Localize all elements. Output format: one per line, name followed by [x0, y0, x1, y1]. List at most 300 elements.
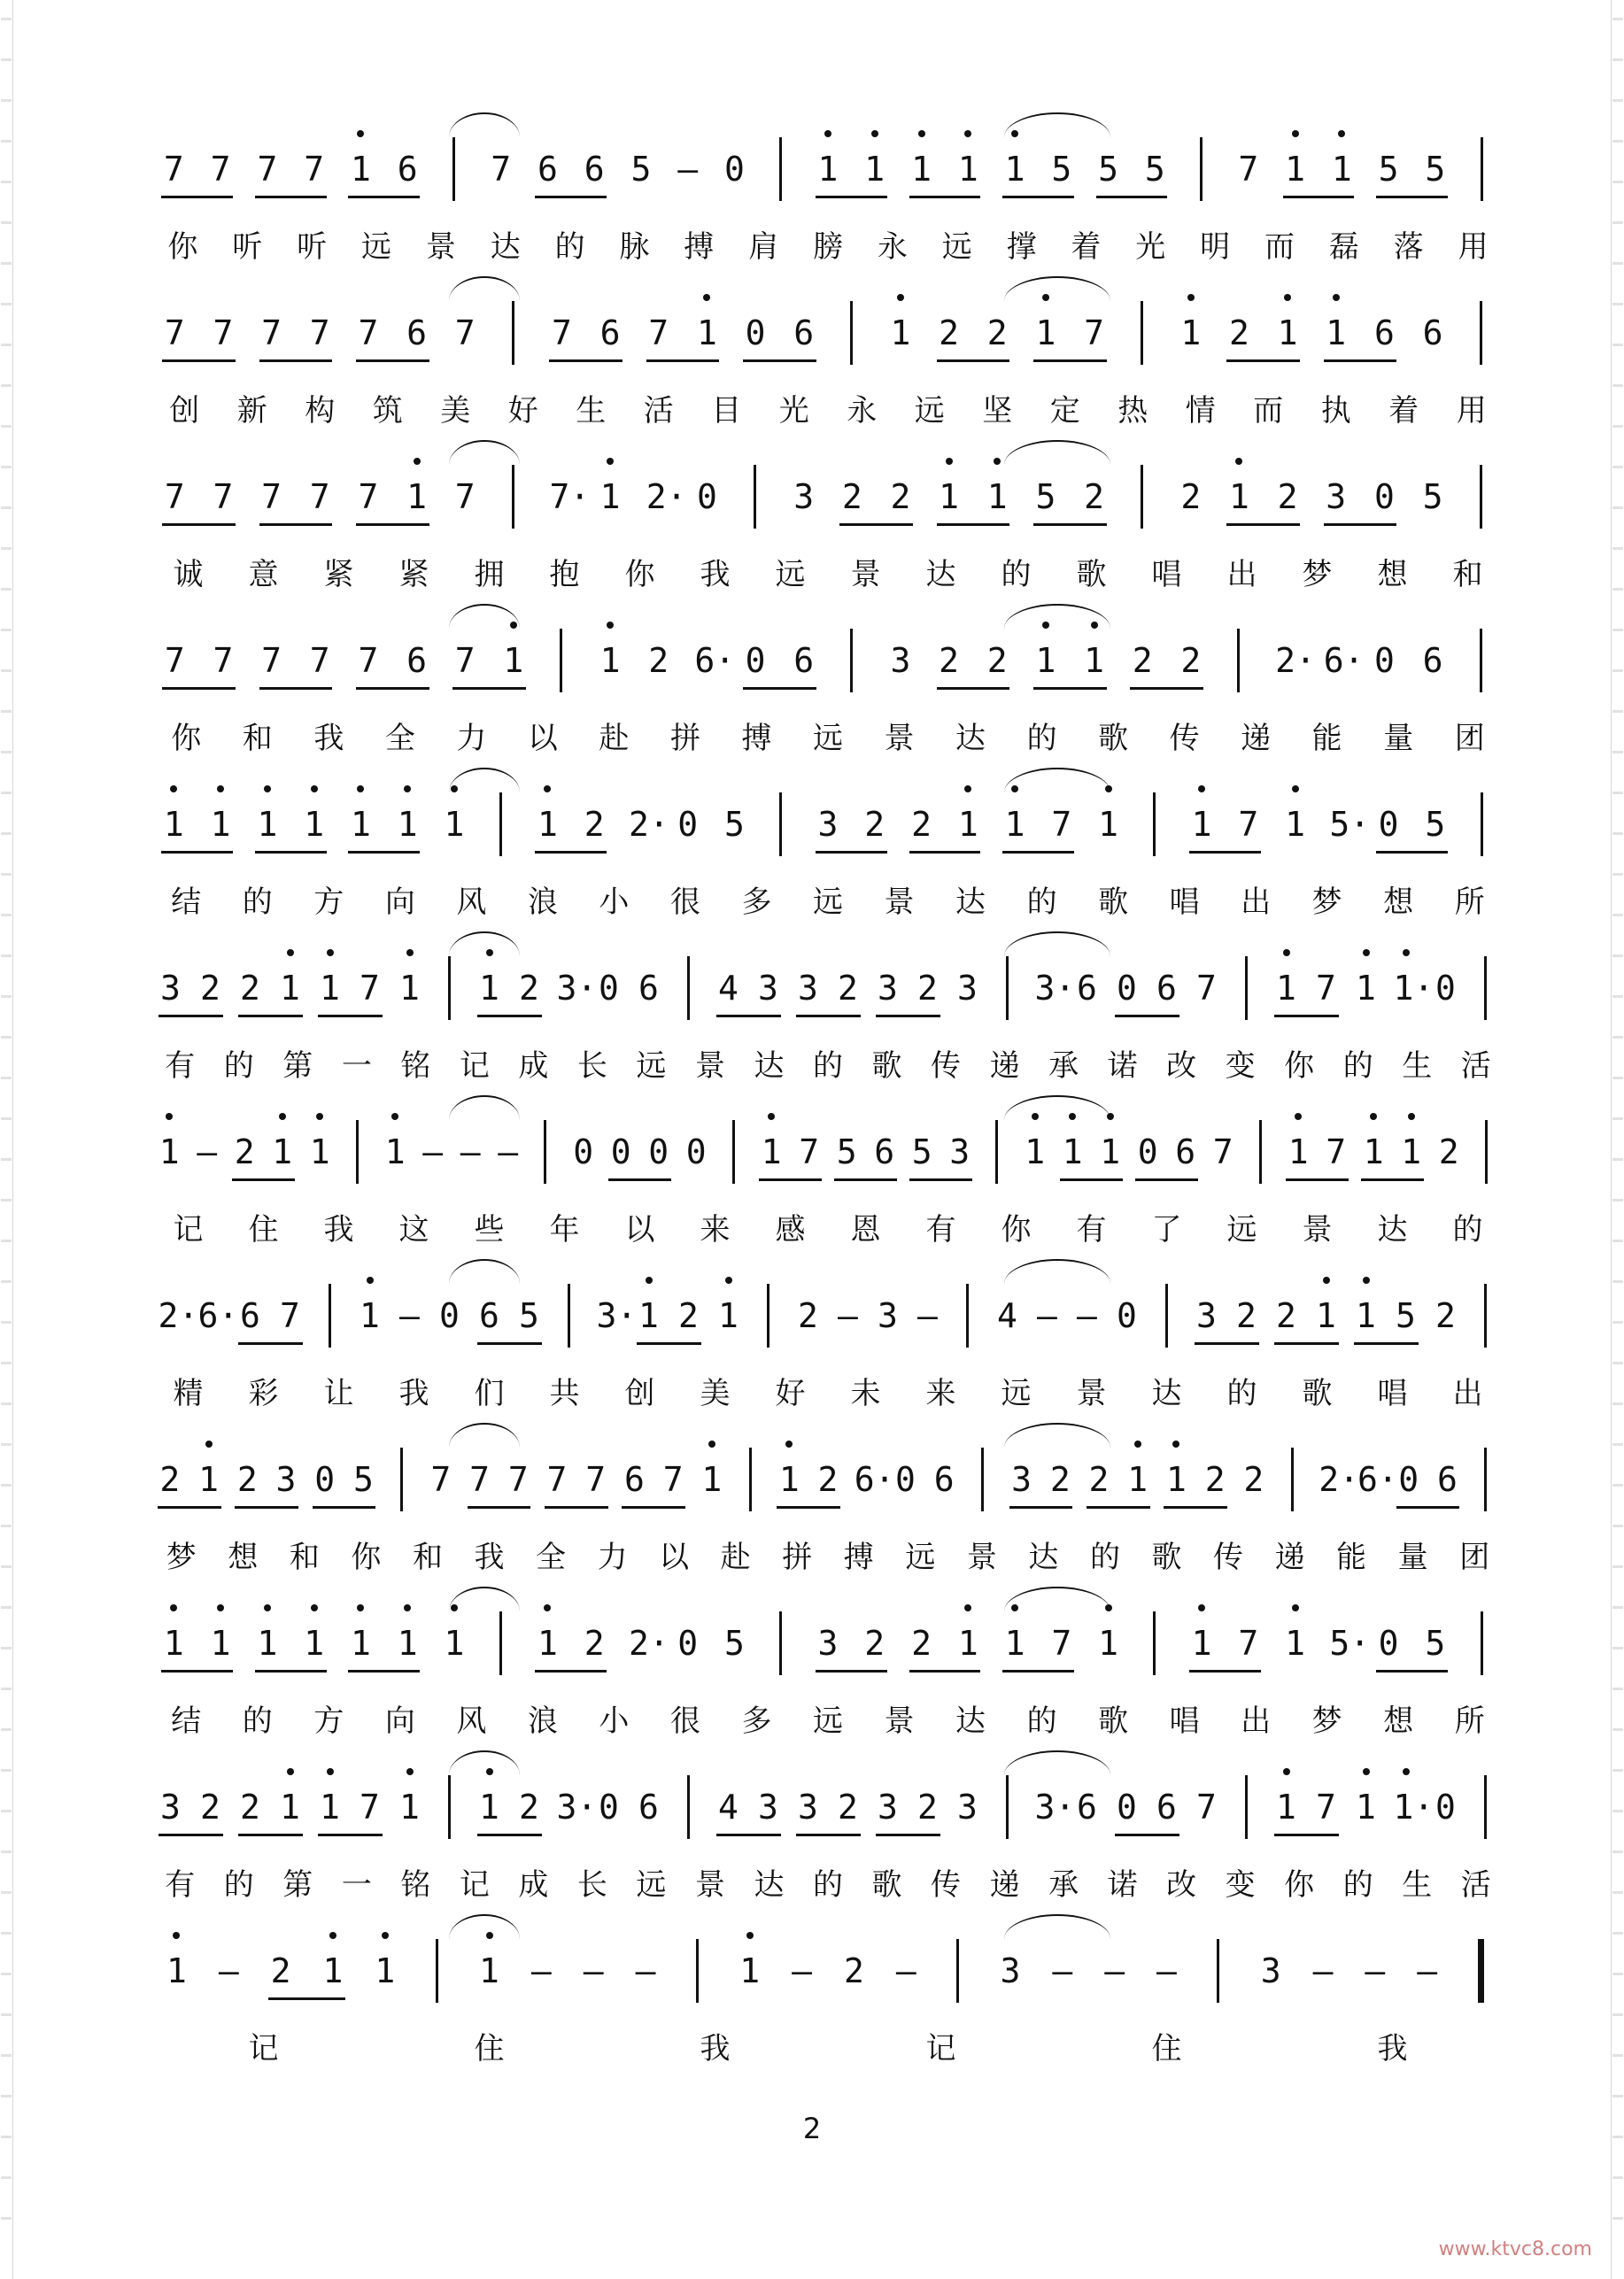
note: 7: [507, 1460, 529, 1499]
note: 0: [1373, 477, 1395, 516]
lyric-syllable: 远: [1001, 1376, 1032, 1411]
lyric-syllable: 听: [232, 229, 263, 265]
barline: [1153, 792, 1156, 856]
side-strip-mark: [1612, 669, 1623, 672]
note: 1: [1098, 805, 1118, 844]
note: 7: [261, 641, 282, 680]
barline: [499, 1611, 502, 1675]
side-strip-mark: [1612, 1728, 1623, 1731]
side-strip-mark: [1612, 954, 1623, 957]
barline: [1480, 301, 1482, 365]
note: 1: [599, 641, 621, 680]
lyric-syllable: 的: [813, 1048, 843, 1084]
octave-dot-above: [170, 785, 177, 792]
lyric-syllable: 结: [171, 885, 202, 920]
note: 1: [166, 1951, 187, 1990]
octave-dot-above: [1198, 785, 1205, 792]
beam-underline: [839, 523, 913, 526]
music-system: [151, 1257, 1505, 1421]
lyric-syllable: 诚: [173, 557, 204, 592]
note: 6: [933, 1460, 955, 1499]
lyric-syllable: 远: [914, 393, 945, 429]
lyric-syllable: 景: [1076, 1376, 1107, 1411]
beam-underline: [637, 1342, 701, 1345]
lyric-syllable: 赴: [599, 721, 630, 756]
note: 2: [817, 1460, 839, 1499]
lyric-syllable: 定: [1049, 393, 1080, 429]
note: 3: [1000, 1951, 1021, 1990]
note: 2: [864, 1624, 885, 1663]
note: 1: [1288, 1132, 1309, 1171]
octave-dot-above: [946, 458, 953, 465]
side-strip-mark: [1, 954, 12, 957]
note: 5: [1425, 805, 1446, 844]
lyric-syllable: 和: [1452, 557, 1483, 592]
note: 1: [1276, 1788, 1296, 1827]
note: 7: [799, 1132, 820, 1171]
note: 3·: [1034, 1788, 1076, 1827]
note: 6: [1156, 969, 1177, 1008]
side-strip-mark: [1612, 1362, 1623, 1364]
beam-underline: [259, 359, 333, 362]
octave-dot-above: [287, 949, 294, 956]
lyric-syllable: 活: [1460, 1867, 1491, 1903]
note: –: [498, 1132, 519, 1171]
lyric-syllable: 执: [1320, 393, 1351, 429]
side-strip-mark: [1, 221, 12, 224]
lyric-syllable: 紧: [398, 557, 429, 592]
note: 7: [585, 1460, 607, 1499]
side-strip-mark: [1612, 384, 1623, 387]
octave-dot-above: [964, 130, 971, 137]
lyric-syllable: 景: [425, 229, 456, 265]
note: 6: [584, 150, 605, 189]
lyric-syllable: 和: [289, 1540, 320, 1575]
barline: [696, 1939, 699, 2003]
note: 7·: [549, 477, 591, 516]
beam-underline: [238, 1342, 303, 1345]
note: 1: [210, 1624, 231, 1663]
note: 1: [1276, 969, 1296, 1008]
music-system: [151, 1421, 1505, 1585]
beam-underline: [348, 196, 420, 198]
beam-underline: [876, 1015, 940, 1017]
lyric-syllable: 用: [1456, 393, 1487, 429]
note: 1: [1356, 1296, 1376, 1335]
beam-underline: [834, 1178, 897, 1181]
note: 1: [322, 1951, 344, 1990]
note: –: [1037, 1296, 1057, 1335]
lyric-syllable: 和: [412, 1540, 443, 1575]
side-strip-mark: [1612, 506, 1623, 509]
barline: [1485, 1120, 1488, 1184]
beam-underline: [232, 1178, 295, 1181]
beam-underline: [356, 523, 429, 526]
side-strip-mark: [1612, 1117, 1623, 1120]
note: 0: [1373, 641, 1395, 680]
note: 2: [1132, 641, 1153, 680]
side-strip-mark: [1612, 1932, 1623, 1935]
octave-dot-above: [607, 622, 614, 629]
side-strip-mark: [1, 1728, 12, 1731]
note: 5: [1425, 1624, 1446, 1663]
lyric-syllable: 的: [1342, 1048, 1373, 1084]
beam-underline: [876, 1834, 940, 1836]
note: 7: [1316, 1788, 1336, 1827]
lyric-syllable: 创: [169, 393, 200, 429]
octave-dot-above: [768, 1113, 775, 1120]
lyric-syllable: 传: [1169, 721, 1200, 756]
lyric-syllable: 景: [1302, 1212, 1333, 1248]
lyric-syllable: 歌: [1098, 721, 1129, 756]
note: 7: [430, 1460, 452, 1499]
note: 0: [724, 150, 745, 189]
lyric-syllable: 的: [223, 1048, 254, 1084]
note: 7: [360, 1788, 380, 1827]
octave-dot-above: [1283, 949, 1290, 956]
note: 2: [917, 1788, 938, 1827]
note: 3: [878, 1296, 898, 1335]
note: 3: [275, 1460, 297, 1499]
note: 5: [1378, 150, 1399, 189]
beam-underline: [759, 1178, 822, 1181]
lyric-syllable: 的: [223, 1867, 254, 1903]
lyric-syllable: 筑: [372, 393, 403, 429]
lyric-syllable: 有: [1076, 1212, 1107, 1248]
lyric-syllable: 结: [171, 1703, 202, 1739]
octave-dot-above: [897, 294, 904, 301]
lyric-syllable: 向: [384, 1703, 415, 1739]
lyric-syllable: 记: [925, 2031, 956, 2067]
barline: [1291, 1448, 1294, 1511]
barline: [1165, 1284, 1168, 1348]
side-strip-mark: [1, 588, 12, 591]
lyric-syllable: 唱: [1169, 885, 1200, 920]
slur: [449, 1587, 520, 1611]
lyric-syllable: 景: [884, 1703, 915, 1739]
note: 1: [638, 1296, 659, 1335]
lyric-syllable: 达: [955, 721, 986, 756]
note: 1: [1285, 805, 1306, 844]
note: 1: [198, 1460, 219, 1499]
lyric-syllable: 方: [313, 885, 344, 920]
note: 5: [724, 1624, 745, 1663]
lyric-syllable: 的: [1026, 885, 1057, 920]
lyric-syllable: 向: [384, 885, 415, 920]
note: 5: [911, 1132, 932, 1171]
slur: [449, 931, 520, 956]
note: 0: [648, 1132, 669, 1171]
note: 6: [406, 313, 427, 352]
note: 6: [638, 1788, 659, 1827]
note: –: [1365, 1951, 1386, 1990]
note: 3: [1326, 477, 1347, 516]
side-strip-mark: [1, 2054, 12, 2057]
note: 1: [864, 150, 885, 189]
lyric-syllable: 情: [1185, 393, 1216, 429]
note: 1: [257, 1624, 278, 1663]
lyric-syllable: 膀: [813, 229, 843, 265]
note: 6: [793, 313, 815, 352]
lyric-syllable: 赴: [720, 1540, 751, 1575]
note: 7: [358, 313, 379, 352]
beam-underline: [1376, 1670, 1448, 1673]
lyric-syllable: 改: [1166, 1867, 1197, 1903]
side-strip-mark: [1, 1850, 12, 1853]
note: –: [1104, 1951, 1125, 1990]
side-strip-mark: [1612, 181, 1623, 183]
note: 6·: [694, 641, 736, 680]
lyric-syllable: 你: [1284, 1867, 1315, 1903]
lyric-syllable: 达: [1028, 1540, 1059, 1575]
side-strip-mark: [1, 1769, 12, 1772]
lyric-syllable: 目: [711, 393, 742, 429]
note: 7: [1238, 150, 1259, 189]
beam-underline: [162, 359, 236, 362]
note: 1: [360, 1296, 380, 1335]
side-strip-mark: [1612, 873, 1623, 876]
side-strip-mark: [1, 99, 12, 102]
side-strip-mark: [1, 1525, 12, 1527]
note: 5: [630, 150, 652, 189]
lyric-syllable: 成: [518, 1048, 549, 1084]
side-strip-mark: [1, 2176, 12, 2179]
lyric-syllable: 我: [474, 1540, 505, 1575]
side-strip-mark: [1612, 221, 1623, 224]
note: 3: [160, 1788, 181, 1827]
note: 2: [270, 1951, 291, 1990]
barline: [732, 1120, 735, 1184]
lyric-syllable: 搏: [843, 1540, 874, 1575]
note: 1: [957, 150, 978, 189]
lyric-syllable: 构: [305, 393, 336, 429]
barline: [749, 1448, 752, 1511]
lyric-syllable: 所: [1454, 885, 1485, 920]
side-strip-mark: [1612, 1688, 1623, 1690]
note: 1: [159, 1132, 180, 1171]
lyric-syllable: 景: [694, 1867, 725, 1903]
beam-underline: [1274, 1342, 1339, 1345]
note: 1: [444, 1624, 465, 1663]
note: 3: [817, 805, 839, 844]
side-strip-mark: [1612, 1402, 1623, 1405]
lyric-syllable: 歌: [871, 1867, 902, 1903]
lyric-syllable: 着: [1388, 393, 1419, 429]
beam-underline: [549, 359, 623, 362]
note: 1: [280, 969, 300, 1008]
lyric-syllable: 量: [1383, 721, 1414, 756]
octave-dot-above: [964, 1604, 971, 1611]
lyric-syllable: 美: [700, 1376, 731, 1411]
barline: [544, 1120, 546, 1184]
note: 2: [864, 805, 885, 844]
lyric-syllable: 想: [1383, 1703, 1414, 1739]
lyric-syllable: 感: [775, 1212, 806, 1248]
lyric-syllable: 住: [474, 2031, 505, 2067]
lyric-syllable: 光: [1135, 229, 1166, 265]
side-strip-mark: [1612, 1199, 1623, 1201]
octave-dot-above: [703, 294, 710, 301]
lyric-syllable: 递: [1274, 1540, 1305, 1575]
side-strip-mark: [1612, 588, 1623, 591]
side-strip-mark: [1612, 2013, 1623, 2016]
lyric-syllable: 达: [955, 1703, 986, 1739]
slur: [449, 1914, 520, 1939]
octave-dot-above: [646, 1277, 653, 1284]
note: 7: [454, 313, 476, 352]
note: 2: [240, 969, 260, 1008]
note: 2: [843, 1951, 864, 1990]
note: 7: [163, 150, 184, 189]
lyric-syllable: 我: [700, 2031, 731, 2067]
notation-line: [151, 274, 1505, 381]
lyric-syllable: 精: [173, 1376, 204, 1411]
beam-underline: [1396, 1506, 1460, 1509]
side-strip-mark: [1612, 1810, 1623, 1812]
note: 2: [1204, 1460, 1226, 1499]
barline: [687, 956, 690, 1020]
lyric-syllable: 传: [931, 1048, 962, 1084]
octave-dot-above: [217, 1604, 224, 1611]
beam-underline: [268, 1997, 345, 2000]
barline: [436, 1939, 438, 2003]
note: 7: [213, 477, 234, 516]
octave-dot-above: [1187, 294, 1195, 301]
note: 1: [210, 805, 231, 844]
note: 1: [309, 1132, 330, 1171]
note: –: [792, 1951, 812, 1990]
barline: [850, 301, 853, 365]
lyric-syllable: 搏: [684, 229, 715, 265]
octave-dot-above: [1363, 1768, 1370, 1775]
slur: [1004, 112, 1110, 137]
note: 2·: [158, 1296, 199, 1335]
octave-dot-above: [1363, 1277, 1370, 1284]
note: 2: [939, 641, 960, 680]
note: 3: [957, 1788, 978, 1827]
lyric-syllable: 而: [1264, 229, 1295, 265]
side-strip-mark: [1, 140, 12, 143]
side-strip-mark: [1, 710, 12, 713]
barline: [956, 1939, 959, 2003]
beam-underline: [1087, 1506, 1150, 1509]
note: 7: [1196, 1788, 1217, 1827]
barline: [779, 792, 782, 856]
note: 7: [257, 150, 278, 189]
note: 0: [1398, 1460, 1419, 1499]
note: 3: [160, 969, 181, 1008]
lyric-syllable: 团: [1454, 721, 1485, 756]
beam-underline: [937, 523, 1010, 526]
barline: [1217, 1939, 1219, 2003]
note: 5: [1422, 477, 1443, 516]
lyric-syllable: 你: [1284, 1048, 1315, 1084]
slur: [1004, 1423, 1110, 1448]
octave-dot-above: [217, 785, 224, 792]
note: 1: [1025, 1132, 1046, 1171]
note: 2: [1049, 1460, 1071, 1499]
beam-underline: [1033, 359, 1107, 362]
note: 2: [234, 1132, 255, 1171]
octave-dot-above: [544, 785, 551, 792]
note: 3: [798, 969, 818, 1008]
note: –: [1417, 1951, 1438, 1990]
note: 5: [352, 1460, 374, 1499]
note: 7: [164, 477, 185, 516]
beam-underline: [1226, 523, 1300, 526]
lyric-syllable: 诺: [1107, 1867, 1138, 1903]
note: 0: [1117, 969, 1137, 1008]
lyric-syllable: 远: [813, 1703, 843, 1739]
lyric-syllable: 一: [341, 1048, 372, 1084]
note: 3: [878, 969, 898, 1008]
octave-dot-above: [357, 1604, 364, 1611]
lyric-syllable: 能: [1336, 1540, 1367, 1575]
note: 7: [648, 313, 669, 352]
note: 0: [1435, 1788, 1456, 1827]
octave-dot-above: [357, 785, 364, 792]
lyric-syllable: 小: [599, 1703, 630, 1739]
lyric-syllable: 这: [398, 1212, 429, 1248]
barline: [329, 1284, 331, 1348]
lyric-syllable: 以: [624, 1212, 655, 1248]
lyric-syllable: 唱: [1169, 1703, 1200, 1739]
lyric-syllable: 拥: [474, 557, 505, 592]
lyric-syllable: 你: [167, 229, 198, 265]
barline: [779, 137, 782, 201]
lyric-syllable: 景: [850, 557, 881, 592]
beam-underline: [1130, 687, 1203, 690]
octave-dot-above: [406, 949, 414, 956]
side-strip-mark: [1612, 2217, 1623, 2220]
slur: [1004, 1914, 1110, 1939]
side-strip-mark: [1, 629, 12, 631]
lyric-syllable: 好: [775, 1376, 806, 1411]
beam-underline: [477, 1834, 542, 1836]
lyric-syllable: 景: [884, 885, 915, 920]
octave-dot-above: [382, 1932, 389, 1939]
lyric-syllable: 拼: [782, 1540, 813, 1575]
side-strip-mark: [1, 58, 12, 61]
note: 1: [1277, 313, 1298, 352]
side-strip-mark: [1612, 629, 1623, 631]
barline: [1245, 956, 1248, 1020]
note: 3: [758, 1788, 778, 1827]
lyric-syllable: 很: [669, 885, 700, 920]
octave-dot-above: [329, 1932, 336, 1939]
note: 5: [1144, 150, 1165, 189]
side-strip-mark: [1612, 1240, 1623, 1242]
lyric-syllable: 多: [741, 1703, 772, 1739]
note: 0: [1137, 1132, 1158, 1171]
note: 0: [599, 969, 619, 1008]
note: 1: [1229, 477, 1249, 516]
note: 0: [314, 1460, 336, 1499]
note: 7: [309, 477, 330, 516]
note: 7: [164, 313, 185, 352]
beam-underline: [238, 1834, 303, 1836]
side-strip-mark: [1612, 344, 1623, 346]
note: 7: [469, 1460, 490, 1499]
note: 1: [1004, 150, 1025, 189]
beam-underline: [161, 196, 233, 198]
notation-line: [151, 766, 1505, 872]
note: 2: [159, 1460, 181, 1499]
octave-dot-above: [367, 1277, 374, 1284]
note: 3·: [556, 1788, 598, 1827]
note: 3: [793, 477, 815, 516]
lyric-syllable: 肩: [748, 229, 779, 265]
